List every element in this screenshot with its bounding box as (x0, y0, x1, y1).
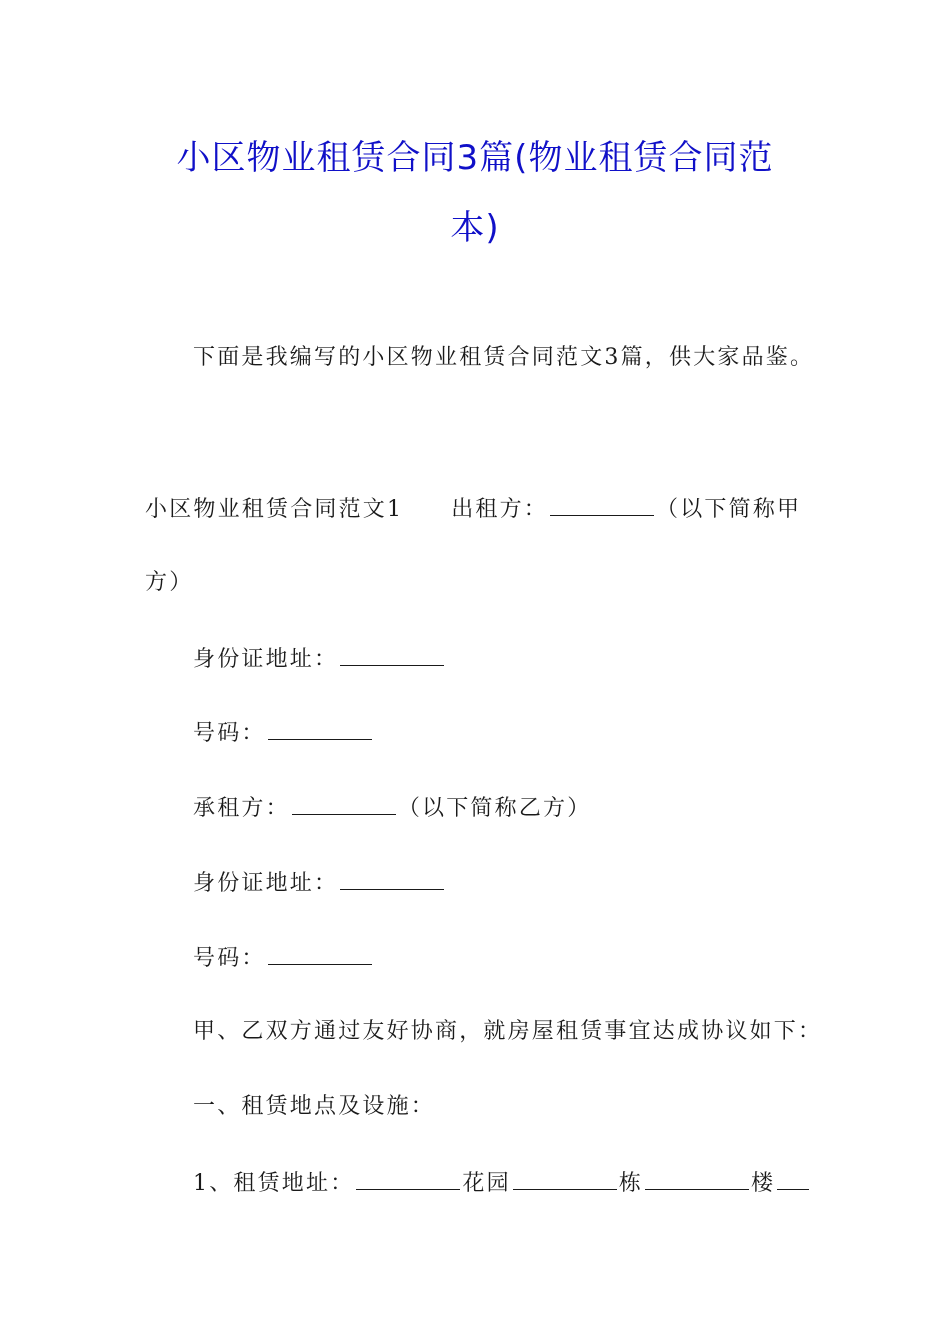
garden-label: 花园 (462, 1171, 511, 1196)
agreement-paragraph: 甲、乙双方通过友好协商，就房屋租赁事宜达成协议如下： (193, 1019, 823, 1044)
id-address-label: 身份证地址： (193, 647, 339, 672)
lessee-blank (292, 792, 396, 815)
section-heading: 小区物业租赁合同范文1 (145, 497, 404, 522)
document-title-line-1: 小区物业租赁合同3篇(物业租赁合同范 (176, 138, 774, 178)
lease-address-line (193, 1167, 811, 1199)
lessor-suffix: （以下简称甲 (656, 497, 802, 522)
id-address-line-1 (193, 643, 446, 675)
garden-blank (513, 1167, 617, 1190)
id-address-blank (340, 643, 444, 666)
building-label: 栋 (618, 1171, 644, 1196)
id-address-blank (340, 867, 444, 890)
number-blank (268, 717, 372, 740)
id-address-line-2 (193, 867, 446, 899)
id-address-label: 身份证地址： (193, 871, 339, 896)
clause-1-title: 一、租赁地点及设施： (193, 1094, 436, 1119)
building-blank (645, 1167, 749, 1190)
number-blank (268, 942, 372, 965)
floor-blank (777, 1167, 809, 1190)
lessor-line (145, 493, 801, 525)
intro-paragraph: 下面是我编写的小区物业租赁合同范文3篇，供大家品鉴。 (193, 345, 815, 370)
number-label: 号码： (193, 721, 266, 746)
lessee-line (193, 792, 591, 824)
lessor-label: 出租方： (451, 497, 549, 522)
lessor-suffix-wrap: 方） (145, 570, 194, 595)
number-line-1 (193, 717, 374, 749)
document-title-line-2: 本) (450, 208, 500, 248)
number-label: 号码： (193, 946, 266, 971)
lease-address-label: 1、租赁地址： (193, 1171, 355, 1196)
lessor-blank (550, 493, 654, 516)
number-line-2 (193, 942, 374, 974)
floor-label: 楼 (751, 1171, 776, 1196)
lessee-label: 承租方： (193, 796, 290, 821)
lease-address-blank (356, 1167, 460, 1190)
lessee-suffix: （以下简称乙方） (397, 796, 592, 821)
